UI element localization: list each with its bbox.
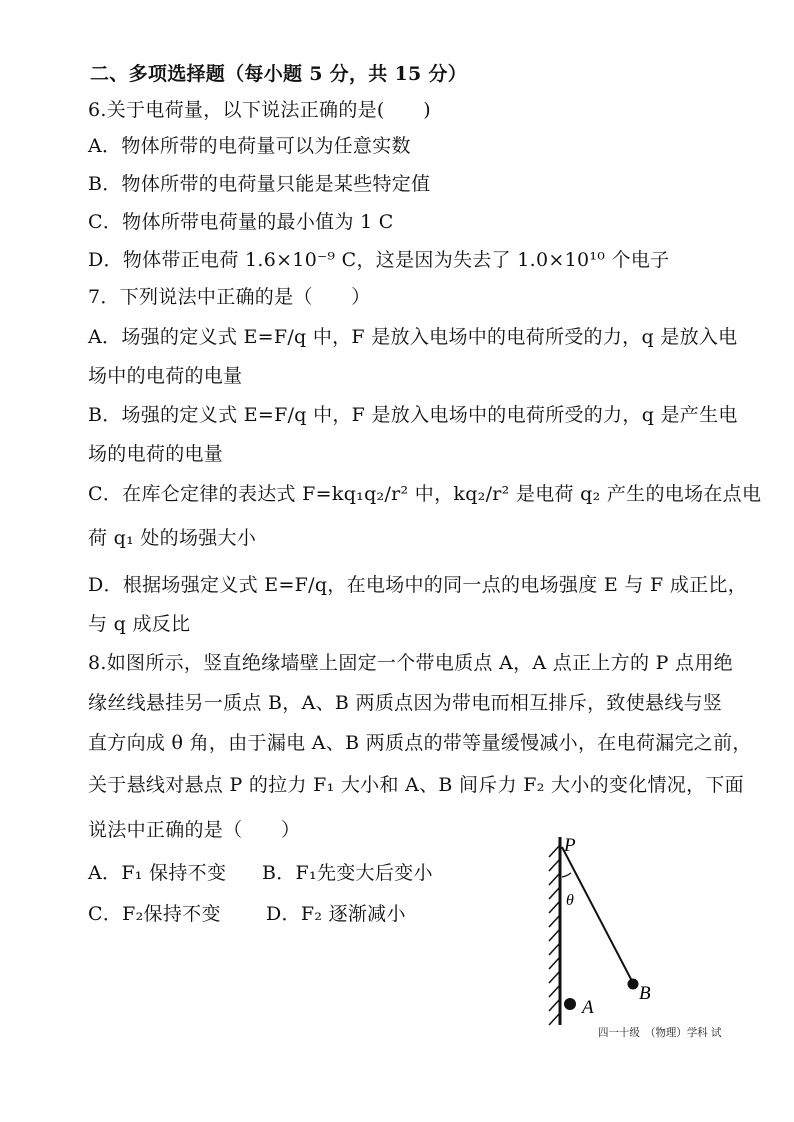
wall [549, 837, 560, 1025]
q6-option-c: C．物体所带电荷量的最小值为 1 C [88, 211, 394, 233]
q6-option-b: B．物体所带的电荷量只能是某些特定值 [88, 173, 431, 195]
label-b: B [639, 983, 651, 1004]
label-p: P [564, 835, 576, 856]
page-footer: 四一十级 （物理）学科 试 [598, 1026, 722, 1039]
label-theta: θ [566, 892, 574, 909]
q8-stem-line2: 缘丝线悬挂另一质点 B，A、B 两质点因为带电而相互排斥，致使悬线与竖 [88, 692, 723, 714]
label-a: A [582, 997, 594, 1018]
q7-option-a-line2: 场中的电荷的电量 [88, 365, 243, 387]
suspension-thread [562, 847, 633, 983]
q8-stem-line1: 8.如图所示，竖直绝缘墙壁上固定一个带电质点 A，A 点正上方的 P 点用绝 [88, 652, 733, 674]
q8-stem-line4: 关于悬线对悬点 P 的拉力 F₁ 大小和 A、B 间斥力 F₂ 大小的变化情况，下面 [88, 774, 744, 796]
q7-stem: 7．下列说法中正确的是（ ） [88, 286, 371, 308]
q8-option-b: B．F₁先变大后变小 [262, 862, 433, 884]
q7-option-d-line2: 与 q 成反比 [88, 613, 191, 635]
q6-stem: 6.关于电荷量，以下说法正确的是( ) [88, 99, 431, 121]
q8-option-a: A．F₁ 保持不变 [88, 862, 227, 884]
q7-option-a-line1: A．场强的定义式 E=F/q 中，F 是放入电场中的电荷所受的力，q 是放入电 [88, 326, 738, 348]
point-a [564, 998, 576, 1010]
q7-option-b-line2: 场的电荷的电量 [88, 443, 224, 465]
q7-option-c-line2: 荷 q₁ 处的场强大小 [88, 527, 257, 549]
q8-option-d: D．F₂ 逐渐减小 [266, 903, 406, 925]
theta-arc [562, 873, 571, 877]
q7-option-c-line1: C．在库仑定律的表达式 F=kq₁q₂/r² 中，kq₂/r² 是电荷 q₂ 产生的电场在点电 [88, 483, 762, 505]
q7-option-d-line1: D．根据场强定义式 E=F/q，在电场中的同一点的电场强度 E 与 F 成正比， [88, 574, 748, 596]
section-heading: 二、多项选择题（每小题 5 分，共 15 分） [90, 63, 468, 85]
point-b [628, 979, 639, 990]
q8-option-c: C．F₂保持不变 [88, 903, 221, 925]
q8-stem-line3: 直方向成 θ 角，由于漏电 A、B 两质点的带等量缓慢减小，在电荷漏完之前， [88, 732, 752, 754]
q8-figure [538, 825, 768, 1045]
q6-option-d: D．物体带正电荷 1.6×10⁻⁹ C，这是因为失去了 1.0×10¹⁰ 个电子 [88, 249, 670, 271]
wall-hatching [549, 845, 560, 1025]
q8-stem-line5: 说法中正确的是（ ） [88, 819, 301, 841]
q7-option-b-line1: B．场强的定义式 E=F/q 中，F 是放入电场中的电荷所受的力，q 是产生电 [88, 404, 738, 426]
q6-option-a: A．物体所带的电荷量可以为任意实数 [88, 135, 411, 157]
